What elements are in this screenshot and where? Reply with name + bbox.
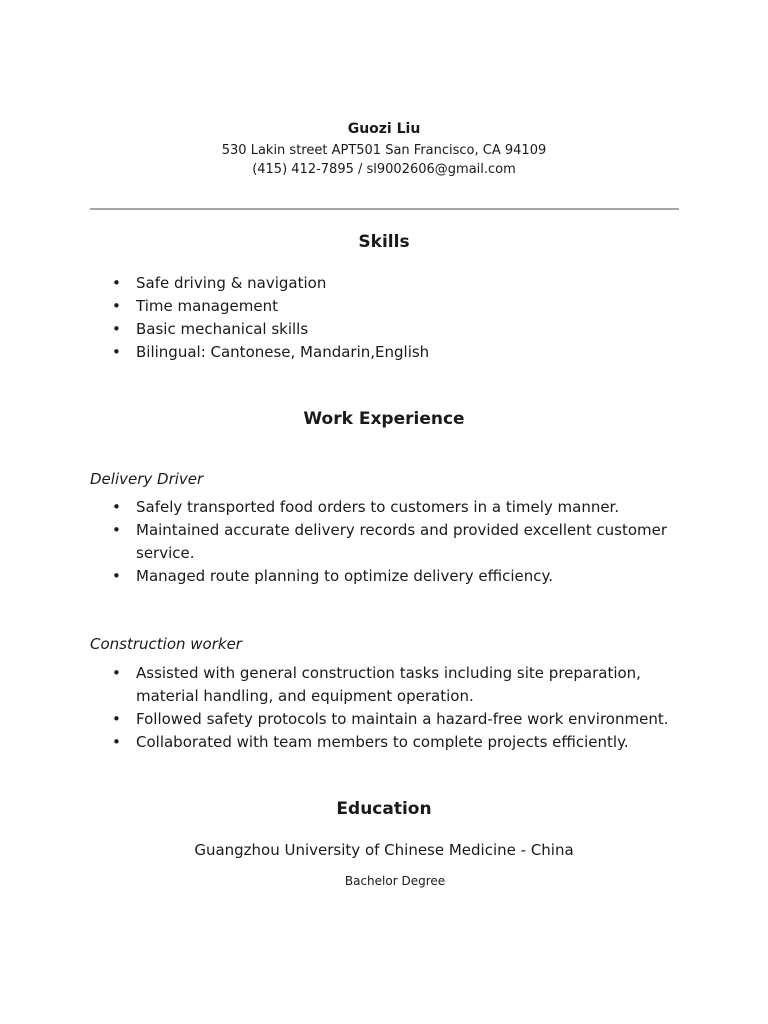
header-divider: [90, 208, 679, 210]
construction-worker-duties: [112, 662, 692, 754]
duty-item: • Assisted with general construction tasks including site preparation, material handling, and equipment operation.: [112, 662, 692, 708]
education-degree: Bachelor Degree: [344, 874, 446, 888]
skill-item: • Bilingual: Cantonese, Mandarin,English: [112, 341, 692, 364]
skill-item: • Time management: [112, 295, 692, 318]
job-title-delivery-driver: Delivery Driver: [90, 470, 204, 488]
skill-item: • Safe driving & navigation: [112, 272, 692, 295]
duty-item: • Followed safety protocols to maintain a hazard-free work environment.: [112, 708, 692, 731]
duty-item: • Managed route planning to optimize delivery efficiency.: [112, 565, 692, 588]
education-school: Guangzhou University of Chinese Medicine - China: [194, 841, 574, 859]
applicant-name: Guozi Liu: [347, 121, 421, 137]
skills-list: [112, 272, 692, 364]
duty-item: • Safely transported food orders to customers in a timely manner.: [112, 496, 692, 519]
work-experience-heading: Work Experience: [303, 409, 465, 429]
skill-item: • Basic mechanical skills: [112, 318, 692, 341]
contact-phone-email: (415) 412-7895 / sl9002606@gmail.com: [252, 162, 516, 177]
contact-address: 530 Lakin street APT501 San Francisco, CA 94109: [221, 143, 547, 158]
duty-item: • Maintained accurate delivery records and provided excellent customer service.: [112, 519, 692, 565]
skills-heading: Skills: [358, 232, 410, 252]
duty-item: • Collaborated with team members to complete projects efficiently.: [112, 731, 692, 754]
education-heading: Education: [336, 799, 432, 819]
delivery-driver-duties: [112, 496, 692, 588]
job-title-construction-worker: Construction worker: [90, 635, 242, 653]
